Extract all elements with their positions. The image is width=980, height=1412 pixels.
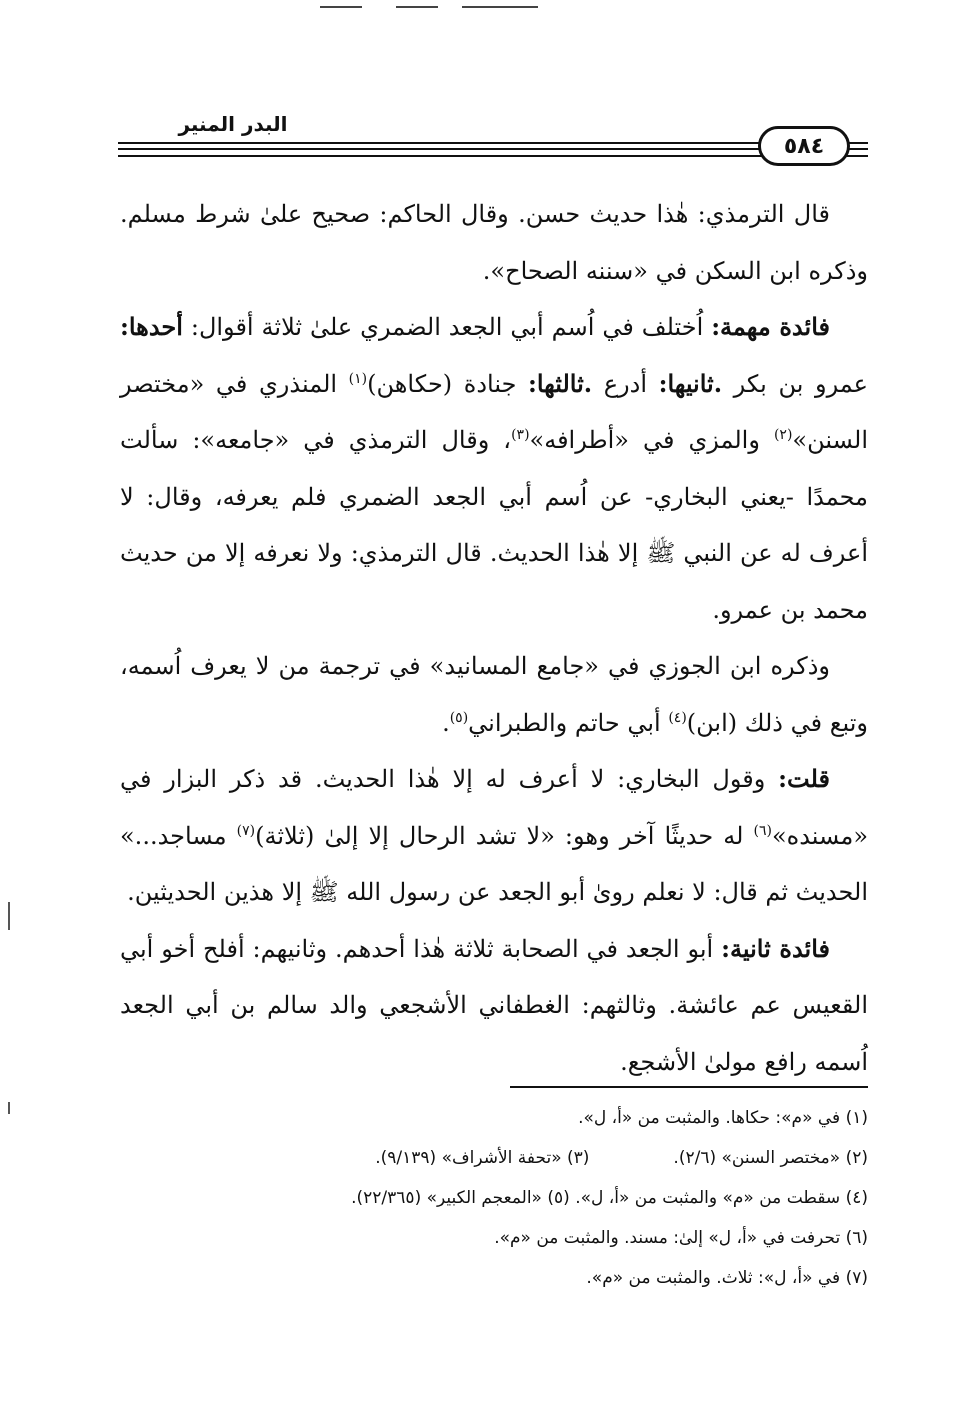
main-text (120, 186, 868, 1090)
footnote: (٣) «تحفة الأشراف» (٩/١٣٩). (375, 1148, 590, 1168)
book-title: البدر المنير (178, 112, 288, 136)
lead-phrase: فائدة ثانية: (721, 933, 831, 963)
footnote-row (120, 1138, 868, 1178)
text-run: له حديثًا آخر وهو: «لا تشد الرحال إلا إلىٰ (ثلاثة) (255, 821, 754, 850)
paragraph (120, 751, 868, 921)
lead-phrase: قلت: (778, 764, 830, 793)
footnote: (٧) في «أ، ل»: ثلاث. والمثبت من «م». (586, 1268, 868, 1288)
paragraph (120, 299, 868, 638)
footnote: (٢) «مختصر السنن» (٢/٦). (673, 1148, 868, 1168)
text-run: مساجد...» الحديث ثم قال: لا نعلم روىٰ أبو الجعد عن رسول الله ﷺ إلا هذين الحديثين. (120, 821, 868, 906)
lead-phrase: .ثالثها: (528, 368, 593, 398)
lead-phrase: .ثانيها: (658, 368, 723, 398)
text-run: أبي حاتم والطبراني (468, 708, 669, 737)
footnote-ref: (٥) (449, 709, 469, 726)
footnote-row (120, 1178, 868, 1218)
lead-phrase: أحدها: (120, 312, 183, 341)
text-run: وذكره ابن الجوزي في «جامع المسانيد» في ترجمة من لا يعرف اُسمه، وتبع في ذلك (ابن) (120, 652, 868, 737)
page-number: ٥٨٤ (758, 126, 850, 166)
text-run: والمزي في «أطرافه» (529, 426, 774, 454)
header-rule-middle (118, 148, 868, 150)
paragraph (120, 638, 868, 751)
footnote-ref: (٤) (668, 709, 687, 726)
text-run: عمرو بن بكر (722, 369, 869, 398)
text-run: اُختلف في اُسم أبي الجعد الضمري علىٰ ثلاثة أقوال: (182, 313, 712, 341)
text-run: وقول البخاري: لا أعرف له إلا هٰذا الحديث. قد ذكر البزار في «مسنده» (120, 765, 868, 850)
page-header (118, 112, 868, 172)
footnote: (٤) سقطت من «م» والمثبت من «أ، ل». (575, 1188, 868, 1208)
scan-edge-mark (8, 902, 10, 930)
text-run: ، وقال الترمذي في «جامعه»: سألت محمدًا -يعني البخاري- عن اُسم أبي الجعد الضمري فلم يعرفه، وقال: لا أعرف له عن النبي ﷺ إلا هٰذا الحديث. قال الترمذي: ولا نعرفه إلا من حديث محمد بن عمرو. (120, 426, 868, 624)
footnote: (٥) «المعجم الكبير» (٢٢/٣٦٥). (351, 1188, 570, 1208)
footnote-ref: (٣) (511, 427, 530, 443)
paragraph (120, 921, 868, 1091)
footnote-separator (510, 1086, 868, 1088)
text-run: . (442, 708, 450, 737)
text-run: أبو الجعد في الصحابة ثلاثة هٰذا أحدهم. وثانيهم: أفلح أخو أبي القعيس عم عائشة. وثالثهم: الغطفاني الأشجعي والد سالم بن أبي الجعد اُسمه رافع مولىٰ الأشجع. (120, 934, 868, 1076)
scan-mark (396, 6, 438, 8)
footnote-ref: (٦) (753, 822, 772, 839)
scan-mark (462, 6, 538, 8)
footnotes (120, 1098, 868, 1298)
header-rule-bottom (118, 155, 868, 157)
text-run: أدرع (592, 369, 659, 398)
lead-phrase: فائدة مهمة: (711, 312, 830, 341)
scan-mark (320, 6, 362, 8)
header-rule-top (118, 142, 868, 144)
footnote-ref: (١) (348, 370, 368, 387)
text-run: المنذري في «مختصر السنن» (120, 369, 868, 454)
footnote: (١) في «م»: حكاها. والمثبت من «أ، ل». (578, 1108, 868, 1128)
text-run: جنادة (حكاهن) (367, 369, 528, 398)
footnote-ref: (٢) (773, 427, 793, 443)
footnote-ref: (٧) (236, 822, 256, 839)
footnote: (٦) تحرفت في «أ، ل» إلىٰ: مسند. والمثبت من «م». (494, 1228, 868, 1248)
scan-edge-mark (8, 1102, 10, 1114)
paragraph: قال الترمذي: هٰذا حديث حسن. وقال الحاكم: صحيح علىٰ شرط مسلم. وذكره ابن السكن في «سننه الصحاح». (120, 200, 868, 285)
